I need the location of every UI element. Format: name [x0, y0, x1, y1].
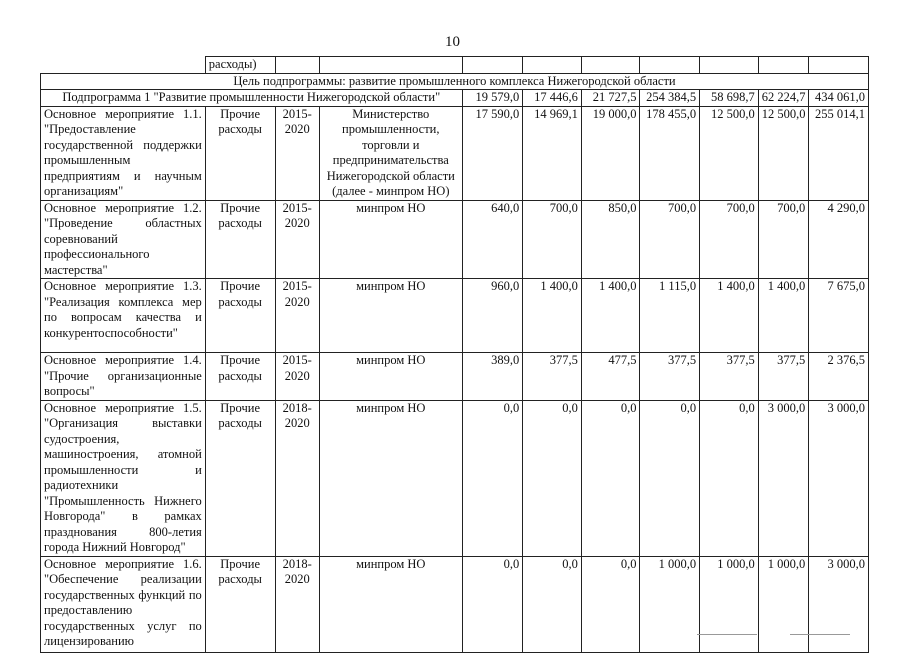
amount: 12 500,0 — [700, 106, 759, 200]
amount-total: 7 675,0 — [809, 279, 869, 353]
page-number: 10 — [445, 34, 460, 50]
subprogram-value: 434 061,0 — [809, 90, 869, 107]
period: 2015-2020 — [275, 106, 319, 200]
amount: 0,0 — [581, 400, 640, 556]
amount: 1 400,0 — [758, 279, 809, 353]
executor: минпром НО — [320, 200, 463, 279]
amount: 17 590,0 — [462, 106, 523, 200]
amount: 0,0 — [700, 400, 759, 556]
amount: 377,5 — [700, 353, 759, 401]
activity-name: Основное мероприятие 1.1. "Предоставление государственной поддержки промышленным предприятиям и научным организациям" — [41, 106, 206, 200]
amount: 1 000,0 — [758, 556, 809, 652]
expense-type: Прочие расходы — [205, 556, 275, 652]
activity-name: Основное мероприятие 1.6. "Обеспечение реализации государственных функций по предоставлению государственных услуг по лицензированию — [41, 556, 206, 652]
activity-name: Основное мероприятие 1.4. "Прочие организационные вопросы" — [41, 353, 206, 401]
activity-row-1-3 — [41, 279, 869, 353]
amount: 0,0 — [523, 556, 582, 652]
expense-type: Прочие расходы — [205, 400, 275, 556]
amount: 178 455,0 — [640, 106, 700, 200]
subprogram-value: 254 384,5 — [640, 90, 700, 107]
activity-name: Основное мероприятие 1.5. "Организация выставки судостроения, машиностроения, атомной промышленности и радиотехники "Промышленность Нижнего Новгорода" в рамках празднования 800-летия города Нижний Новгород" — [41, 400, 206, 556]
amount: 960,0 — [462, 279, 523, 353]
amount-total: 3 000,0 — [809, 556, 869, 652]
amount: 14 969,1 — [523, 106, 582, 200]
amount: 1 000,0 — [700, 556, 759, 652]
amount: 1 000,0 — [640, 556, 700, 652]
period: 2018-2020 — [275, 556, 319, 652]
executor: минпром НО — [320, 556, 463, 652]
amount: 700,0 — [700, 200, 759, 279]
subprogram-value: 19 579,0 — [462, 90, 523, 107]
expense-type: Прочие расходы — [205, 353, 275, 401]
carryover-expense-cell: расходы) — [205, 57, 275, 74]
amount: 3 000,0 — [758, 400, 809, 556]
amount: 700,0 — [758, 200, 809, 279]
activity-row-1-6 — [41, 556, 869, 652]
period: 2015-2020 — [275, 200, 319, 279]
expense-type: Прочие расходы — [205, 200, 275, 279]
activity-name: Основное мероприятие 1.2. "Проведение областных соревнований профессионального мастерства" — [41, 200, 206, 279]
amount-total: 2 376,5 — [809, 353, 869, 401]
amount: 389,0 — [462, 353, 523, 401]
carryover-name-cell — [41, 57, 206, 74]
amount: 377,5 — [640, 353, 700, 401]
executor: минпром НО — [320, 400, 463, 556]
amount: 700,0 — [640, 200, 700, 279]
amount: 0,0 — [523, 400, 582, 556]
subprogram-value: 62 224,7 — [758, 90, 809, 107]
subprogram-title: Подпрограмма 1 "Развитие промышленности Нижегородской области" — [41, 90, 463, 107]
amount-total: 4 290,0 — [809, 200, 869, 279]
amount: 0,0 — [462, 400, 523, 556]
activity-row-1-2 — [41, 200, 869, 279]
activity-row-1-1 — [41, 106, 869, 200]
expense-type: Прочие расходы — [205, 106, 275, 200]
amount: 640,0 — [462, 200, 523, 279]
subprogram-value: 21 727,5 — [581, 90, 640, 107]
subprogram-row — [41, 90, 869, 107]
amount: 1 400,0 — [581, 279, 640, 353]
amount: 477,5 — [581, 353, 640, 401]
goal-row — [41, 73, 869, 90]
executor: минпром НО — [320, 353, 463, 401]
amount: 19 000,0 — [581, 106, 640, 200]
amount: 850,0 — [581, 200, 640, 279]
amount: 0,0 — [462, 556, 523, 652]
amount-total: 255 014,1 — [809, 106, 869, 200]
carryover-row — [41, 57, 869, 74]
amount: 12 500,0 — [758, 106, 809, 200]
amount: 1 115,0 — [640, 279, 700, 353]
period: 2018-2020 — [275, 400, 319, 556]
budget-table — [40, 56, 869, 653]
amount: 1 400,0 — [700, 279, 759, 353]
subprogram-value: 17 446,6 — [523, 90, 582, 107]
activity-name: Основное мероприятие 1.3. "Реализация комплекса мер по вопросам качества и конкурентоспособности" — [41, 279, 206, 353]
period: 2015-2020 — [275, 353, 319, 401]
amount: 377,5 — [758, 353, 809, 401]
executor: минпром НО — [320, 279, 463, 353]
expense-type: Прочие расходы — [205, 279, 275, 353]
amount: 1 400,0 — [523, 279, 582, 353]
period: 2015-2020 — [275, 279, 319, 353]
activity-row-1-5 — [41, 400, 869, 556]
executor: Министерство промышленности, торговли и предпринимательства Нижегородской области (далее - минпром НО) — [320, 106, 463, 200]
scan-edge-line — [790, 634, 850, 635]
activity-row-1-4 — [41, 353, 869, 401]
amount-total: 3 000,0 — [809, 400, 869, 556]
amount: 0,0 — [640, 400, 700, 556]
subprogram-value: 58 698,7 — [700, 90, 759, 107]
goal-text: Цель подпрограммы: развитие промышленного комплекса Нижегородской области — [41, 73, 869, 90]
amount: 700,0 — [523, 200, 582, 279]
scan-edge-line — [697, 634, 757, 635]
amount: 377,5 — [523, 353, 582, 401]
amount: 0,0 — [581, 556, 640, 652]
